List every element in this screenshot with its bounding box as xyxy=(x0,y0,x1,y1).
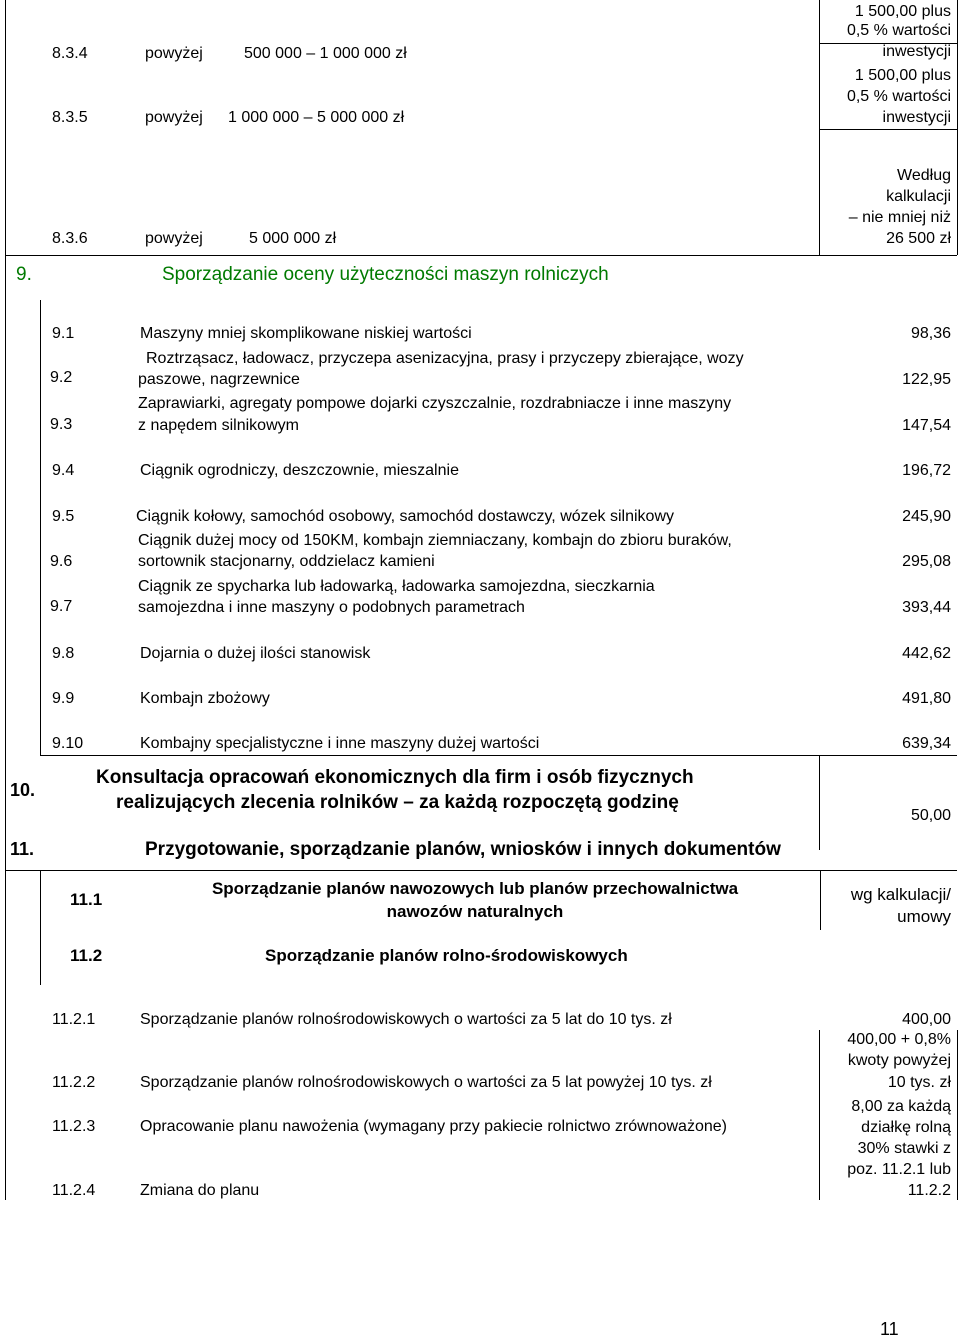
row-price: 0,5 % wartości xyxy=(846,88,951,105)
row-range: 1 000 000 – 5 000 000 zł xyxy=(228,109,405,126)
row-description: nawozów naturalnych xyxy=(386,902,564,921)
row-price: 400,00 xyxy=(902,1011,951,1028)
row-number: 9.8 xyxy=(52,645,75,662)
row-description: paszowe, nagrzewnice xyxy=(138,371,300,388)
section-number: 11. xyxy=(10,839,35,859)
row-price: inwestycji xyxy=(882,43,951,60)
row-price: 245,90 xyxy=(902,508,951,525)
section-number: 9. xyxy=(16,264,32,285)
row-divider xyxy=(5,870,957,871)
row-price: działkę rolną xyxy=(861,1119,951,1136)
row-number: 11.2.1 xyxy=(52,1011,96,1028)
col-divider-11 xyxy=(40,870,41,985)
section-title: Przygotowanie, sporządzanie planów, wniosków i innych dokumentów xyxy=(145,839,781,860)
col-divider-9 xyxy=(40,300,41,755)
row-price: 1 500,00 plus xyxy=(854,67,951,84)
row-number: 9.2 xyxy=(50,369,73,386)
row-price: 295,08 xyxy=(902,553,951,570)
col-divider-price-10 xyxy=(819,755,820,850)
row-price: 11.2.2 xyxy=(907,1182,951,1199)
row-description: sortownik stacjonarny, oddzielacz kamieni xyxy=(138,553,435,570)
row-price: 10 tys. zł xyxy=(887,1074,951,1091)
page-number: 11 xyxy=(880,1319,899,1339)
col-divider-right-sub xyxy=(957,1030,958,1200)
row-price: 400,00 + 0,8% xyxy=(847,1031,951,1048)
row-range: 500 000 – 1 000 000 zł xyxy=(244,45,407,62)
row-range: 5 000 000 zł xyxy=(249,230,337,247)
row-price: kalkulacji xyxy=(886,188,951,205)
section-number: 10. xyxy=(10,780,36,800)
row-description: Ciągnik ze spycharka lub ładowarką, ładowarka samojezdna, sieczkarnia xyxy=(138,578,655,595)
row-divider xyxy=(5,255,957,256)
row-description: Ciągnik ogrodniczy, deszczownie, mieszalnie xyxy=(140,462,459,479)
row-price: – nie mniej niż xyxy=(848,209,951,226)
row-price: 1 500,00 plus xyxy=(854,3,951,20)
row-price: inwestycji xyxy=(882,109,951,126)
row-description: Sporządzanie planów rolnośrodowiskowych o wartości za 5 lat do 10 tys. zł xyxy=(140,1011,672,1028)
table-border-left xyxy=(5,0,6,1200)
row-description: powyżej xyxy=(145,109,203,126)
row-price: 26 500 zł xyxy=(886,230,951,247)
row-price: 30% stawki z xyxy=(857,1140,951,1157)
row-price: 50,00 xyxy=(910,807,951,824)
section-title: Sporządzanie oceny użyteczności maszyn rolniczych xyxy=(162,264,609,285)
row-number: 9.1 xyxy=(52,325,75,342)
row-number: 9.3 xyxy=(50,416,73,433)
row-price: 147,54 xyxy=(902,417,951,434)
row-number: 11.2.4 xyxy=(52,1182,96,1199)
row-price: 639,34 xyxy=(902,735,951,752)
col-divider-price-8 xyxy=(819,0,820,255)
row-description: Ciągnik dużej mocy od 150KM, kombajn ziemniaczany, kombajn do zbioru buraków, xyxy=(138,532,732,549)
row-number: 9.5 xyxy=(52,508,75,525)
row-number: 8.3.6 xyxy=(52,230,88,247)
row-description: Sporządzanie planów rolno-środowiskowych xyxy=(265,946,628,965)
row-description: Zaprawiarki, agregaty pompowe dojarki czyszczalnie, rozdrabniacze i inne maszyny xyxy=(138,395,732,412)
row-price: wg kalkulacji/ xyxy=(850,885,951,904)
row-description: samojezdna i inne maszyny o podobnych parametrach xyxy=(138,599,525,616)
row-price: 98,36 xyxy=(910,325,951,342)
row-description: Sporządzanie planów nawozowych lub planów przechowalnictwa xyxy=(211,879,739,898)
row-description: Opracowanie planu nawożenia (wymagany przy pakiecie rolnictwo zrównoważone) xyxy=(140,1118,727,1135)
row-description: Roztrząsacz, ładowacz, przyczepa asenizacyjna, prasy i przyczepy zbierające, wozy xyxy=(146,350,744,367)
col-divider-price-11 xyxy=(820,870,821,930)
row-number: 11.1 xyxy=(70,890,103,909)
row-description: Dojarnia o dużej ilości stanowisk xyxy=(140,645,371,662)
row-price: 196,72 xyxy=(902,462,951,479)
section-description: Konsultacja opracowań ekonomicznych dla firm i osób fizycznych xyxy=(96,767,694,788)
row-description: Kombajny specjalistyczne i inne maszyny dużej wartości xyxy=(140,735,540,752)
row-number: 9.6 xyxy=(50,553,73,570)
row-number: 11.2.3 xyxy=(52,1118,96,1135)
row-description: Sporządzanie planów rolnośrodowiskowych o wartości za 5 lat powyżej 10 tys. zł xyxy=(140,1074,712,1091)
row-description: z napędem silnikowym xyxy=(138,417,299,434)
row-number: 9.9 xyxy=(52,690,75,707)
row-price: 8,00 za każdą xyxy=(851,1098,951,1115)
row-description: powyżej xyxy=(145,45,203,62)
row-price: 491,80 xyxy=(902,690,951,707)
row-price: 0,5 % wartości xyxy=(846,22,951,39)
row-price: poz. 11.2.1 lub xyxy=(847,1161,951,1178)
row-number: 9.4 xyxy=(52,462,75,479)
row-number: 11.2 xyxy=(70,946,103,965)
row-description: Zmiana do planu xyxy=(140,1182,260,1199)
row-price: 442,62 xyxy=(902,645,951,662)
row-number: 11.2.2 xyxy=(52,1074,96,1091)
row-number: 8.3.4 xyxy=(52,45,88,62)
row-number: 9.7 xyxy=(50,598,73,615)
row-price: kwoty powyżej xyxy=(847,1052,951,1069)
row-description: powyżej xyxy=(145,230,203,247)
row-divider xyxy=(819,129,957,130)
row-description: Maszyny mniej skomplikowane niskiej wartości xyxy=(140,325,472,342)
col-divider-right-8 xyxy=(957,0,958,255)
row-price: Według xyxy=(897,167,951,184)
section-description: realizujących zlecenia rolników – za każdą rozpoczętą godzinę xyxy=(116,792,679,813)
row-price: umowy xyxy=(897,907,951,926)
row-price: 393,44 xyxy=(902,599,951,616)
row-description: Kombajn zbożowy xyxy=(140,690,270,707)
col-divider-price-sub xyxy=(819,1030,820,1200)
row-number: 9.10 xyxy=(52,735,84,752)
row-description: Ciągnik kołowy, samochód osobowy, samochód dostawczy, wózek silnikowy xyxy=(136,508,675,525)
row-price: 122,95 xyxy=(902,371,951,388)
row-number: 8.3.5 xyxy=(52,109,88,126)
